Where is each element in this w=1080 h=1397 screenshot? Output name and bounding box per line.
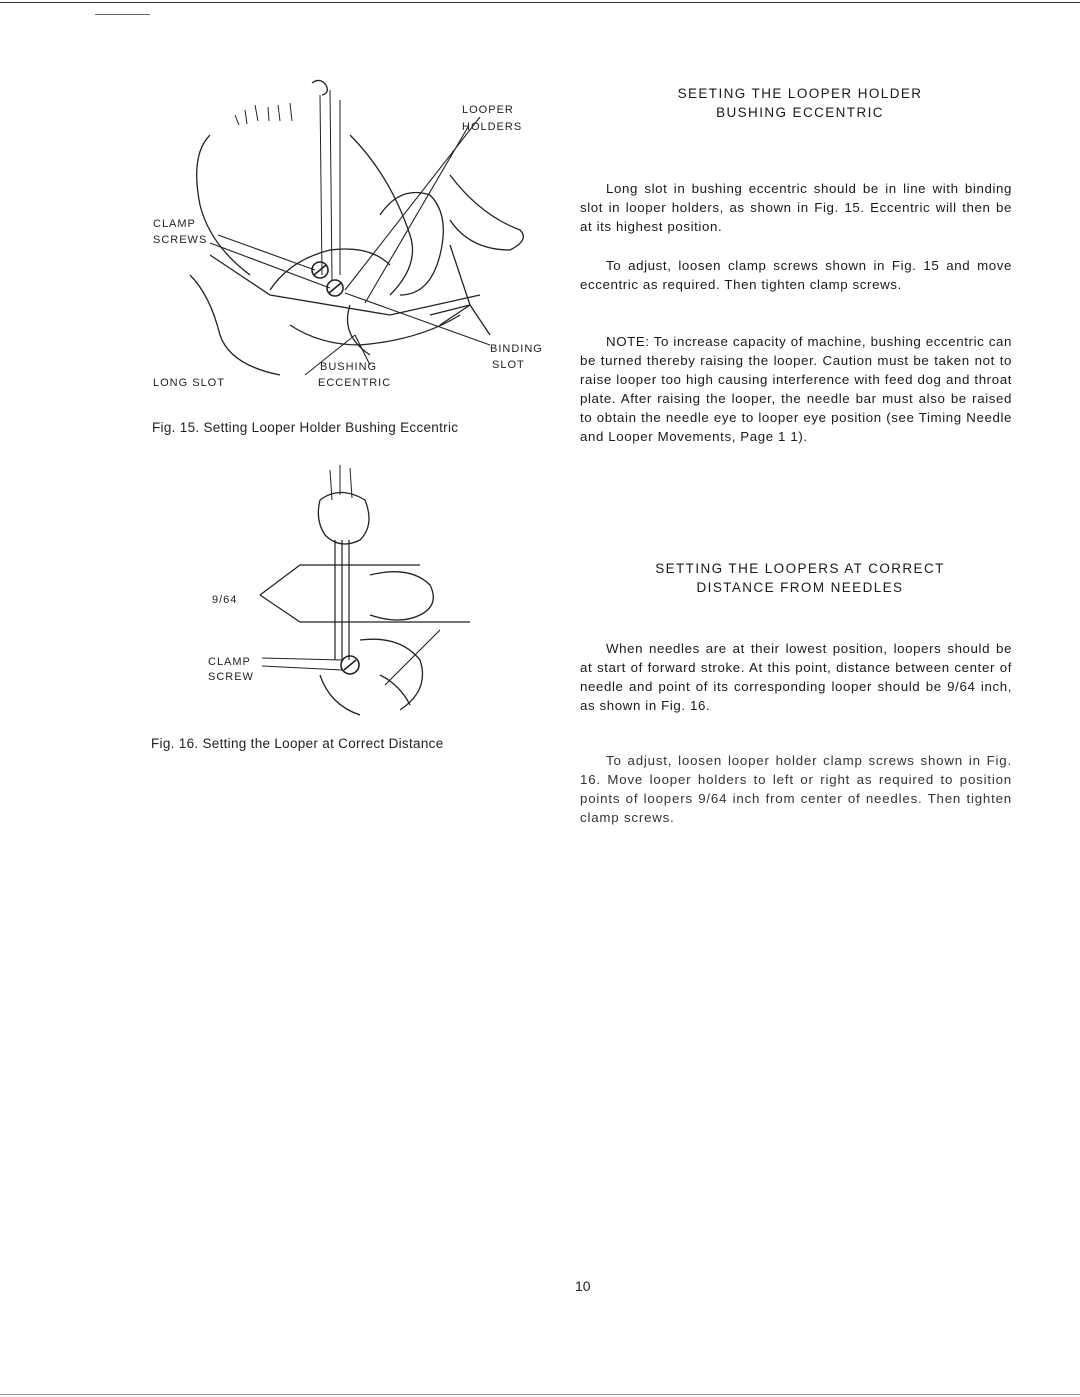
figure-16-illustration [250,460,490,720]
label-clamp-16: CLAMP [208,656,251,668]
page-number: 10 [575,1278,591,1294]
bottom-rule [0,1394,1080,1395]
label-slot: SLOT [492,359,525,371]
top-rule [0,2,1080,3]
label-clamp: CLAMP [153,218,196,230]
label-holders: HOLDERS [462,121,523,133]
label-screw-16: SCREW [208,671,254,683]
section-2-paragraph: When needles are at their lowest position, loopers should be at start of forward stroke. At this point, distance between center of needle and point of its corresponding looper should be 9/64 inch, as shown in Fig. 16. [580,641,1012,713]
label-looper: LOOPER [462,104,514,116]
section-2-heading-line-1: SETTING THE LOOPERS AT CORRECT [655,561,945,576]
section-2-paragraph: To adjust, loosen looper holder clamp screws shown in Fig. 16. Move looper holders to left or right as required to position points of loopers 9/64 inch from center of needles. Then tighten clamp screws. [580,753,1012,825]
label-binding: BINDING [490,343,543,355]
section-1-heading-line-1: SEETING THE LOOPER HOLDER [677,86,923,101]
label-screws: SCREWS [153,234,208,246]
label-eccentric: ECCENTRIC [318,377,392,389]
section-1-note: NOTE: To increase capacity of machine, bushing eccentric can be turned thereby raising the looper. Caution must be taken not to raise looper too high causing interference with feed dog and throat plate. After raising the looper, the needle bar must also be raised to obtain the needle eye to looper eye position (see Timing Needle and Looper Movements, Page 1 1). [580,334,1012,444]
section-1-heading-line-2: BUSHING ECCENTRIC [716,105,884,120]
section-2-heading-line-2: DISTANCE FROM NEEDLES [696,580,904,595]
label-bushing: BUSHING [320,361,378,373]
section-1-paragraph: To adjust, loosen clamp screws shown in Fig. 15 and move eccentric as required. Then tighten clamp screws. [580,258,1012,292]
section-1-paragraph: Long slot in bushing eccentric should be in line with binding slot in looper holders, as shown in Fig. 15. Eccentric will then be at its highest position. [580,181,1012,234]
top-rule-mark [95,14,150,15]
label-distance: 9/64 [212,594,238,606]
figure-15-caption: Fig. 15. Setting Looper Holder Bushing Eccentric [152,420,459,435]
figure-16-caption: Fig. 16. Setting the Looper at Correct Distance [151,736,444,751]
label-long-slot: LONG SLOT [153,377,225,389]
